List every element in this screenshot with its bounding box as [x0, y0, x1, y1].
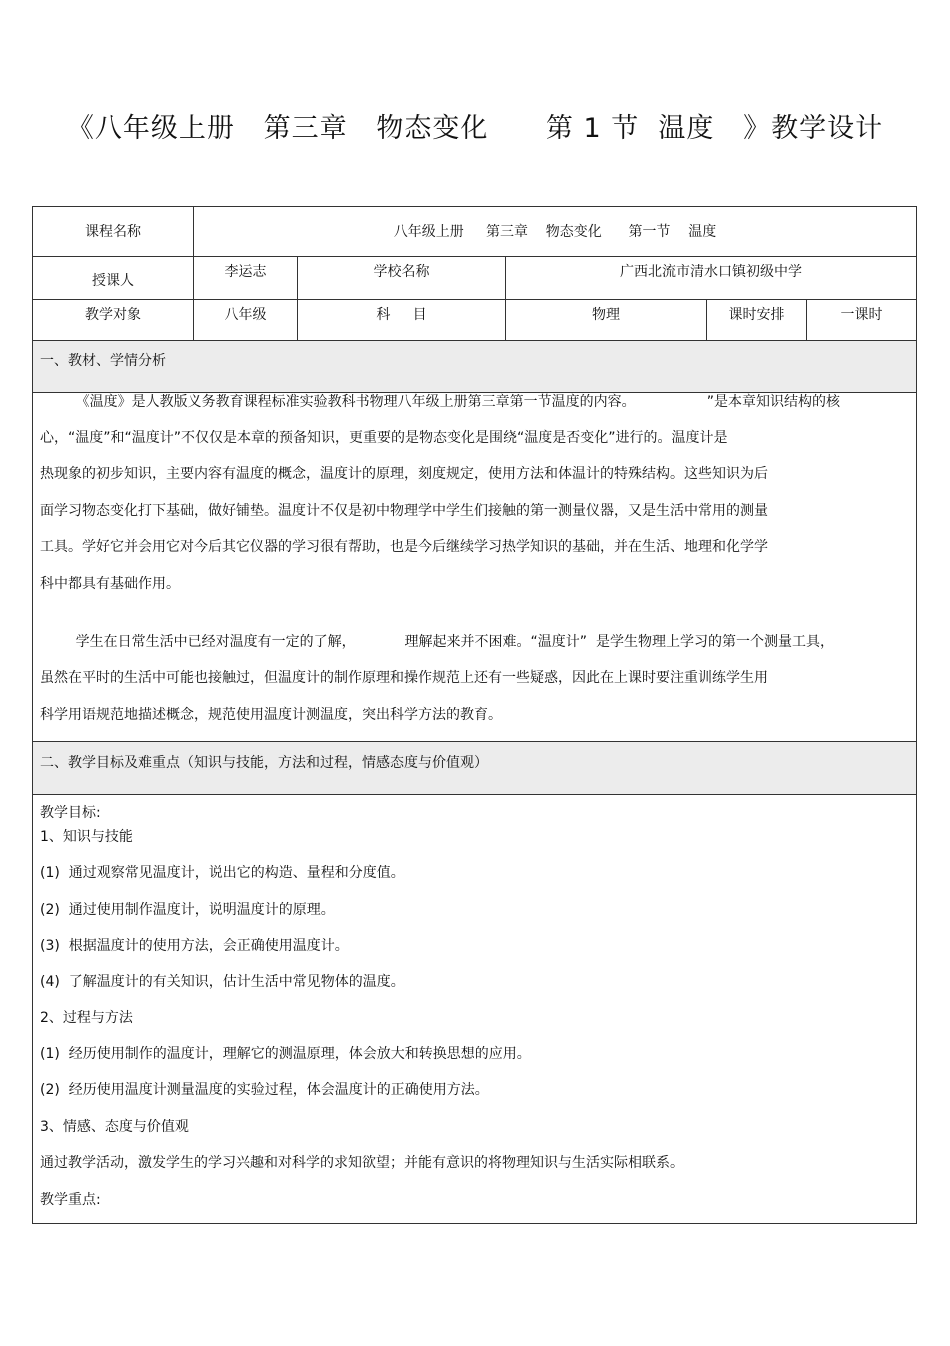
- student-analysis-line: 虽然在平时的生活中可能也接触过，但温度计的制作原理和操作规范上还有一些疑惑，因此在上课时要注重训练学生用: [40, 670, 768, 686]
- document-title: 《八年级上册 第三章 物态变化 第 1 节 温度 》教学设计: [66, 113, 884, 144]
- objective-line: (4) 了解温度计的有关知识，估计生活中常见物体的温度。: [40, 974, 405, 990]
- objective-line: 3、情感、态度与价值观: [40, 1119, 189, 1135]
- target-value: 八年级: [224, 307, 267, 323]
- teacher-value: 李运志: [224, 264, 267, 280]
- section1-heading: 一、教材、学情分析: [40, 353, 166, 369]
- target-label: 教学对象: [85, 307, 141, 323]
- subject-value: 物理: [592, 307, 620, 323]
- course-name-label: 课程名称: [85, 224, 141, 240]
- school-value: 广西北流市清水口镇初级中学: [620, 264, 802, 280]
- objective-line: (1) 经历使用制作的温度计，理解它的测温原理，体会放大和转换思想的应用。: [40, 1046, 531, 1062]
- hours-label: 课时安排: [728, 307, 785, 323]
- objective-line: (3) 根据温度计的使用方法，会正确使用温度计。: [40, 938, 349, 954]
- objective-line: 1、知识与技能: [40, 829, 133, 845]
- school-label: 学校名称: [373, 264, 430, 280]
- subject-label: 科 目: [376, 307, 427, 323]
- row-divider: [32, 299, 917, 300]
- objective-line: (2) 经历使用温度计测量温度的实验过程，体会温度计的正确使用方法。: [40, 1082, 489, 1098]
- analysis-line: 工具。学好它并会用它对今后其它仪器的学习很有帮助，也是今后继续学习热学知识的基础，并在生活、地理和化学学: [40, 539, 768, 555]
- analysis-line: 《温度》是人教版义务教育课程标准实验教科书物理八年级上册第三章第一节温度的内容。 ”是本章知识结构的核: [40, 394, 841, 410]
- row-divider: [32, 741, 917, 742]
- objective-line: 2、过程与方法: [40, 1010, 133, 1026]
- objective-line: 通过教学活动，激发学生的学习兴趣和对科学的求知欲望；并能有意识的将物理知识与生活实际相联系。: [40, 1155, 684, 1171]
- objective-line: 教学重点:: [40, 1192, 101, 1208]
- student-analysis-line: 学生在日常生活中已经对温度有一定的了解， 理解起来并不困难。“温度计” 是学生物理上学习的第一个测量工具，: [40, 634, 834, 650]
- teacher-label: 授课人: [92, 273, 134, 289]
- analysis-line: 心，“温度”和“温度计”不仅仅是本章的预备知识，更重要的是物态变化是围绕“温度是否变化”进行的。温度计是: [40, 430, 728, 446]
- analysis-line: 科中都具有基础作用。: [40, 576, 180, 592]
- row-divider: [32, 392, 917, 393]
- analysis-line: 热现象的初步知识，主要内容有温度的概念，温度计的原理，刻度规定，使用方法和体温计的特殊结构。这些知识为后: [40, 466, 768, 482]
- row-divider: [32, 794, 917, 795]
- section2-heading: 二、教学目标及难重点（知识与技能，方法和过程，情感态度与价值观）: [40, 755, 488, 771]
- objective-line: (1) 通过观察常见温度计，说出它的构造、量程和分度值。: [40, 865, 405, 881]
- hours-value: 一课时: [840, 307, 883, 323]
- row-divider: [32, 256, 917, 257]
- objective-line: 教学目标:: [40, 805, 101, 821]
- objective-line: (2) 通过使用制作温度计，说明温度计的原理。: [40, 902, 335, 918]
- course-name-value: 八年级上册 第三章 物态变化 第一节 温度: [393, 224, 717, 240]
- analysis-line: 面学习物态变化打下基础，做好铺垫。温度计不仅是初中物理学中学生们接触的第一测量仪器，又是生活中常用的测量: [40, 503, 768, 519]
- student-analysis-line: 科学用语规范地描述概念，规范使用温度计测温度，突出科学方法的教育。: [40, 707, 502, 723]
- row-divider: [32, 340, 917, 341]
